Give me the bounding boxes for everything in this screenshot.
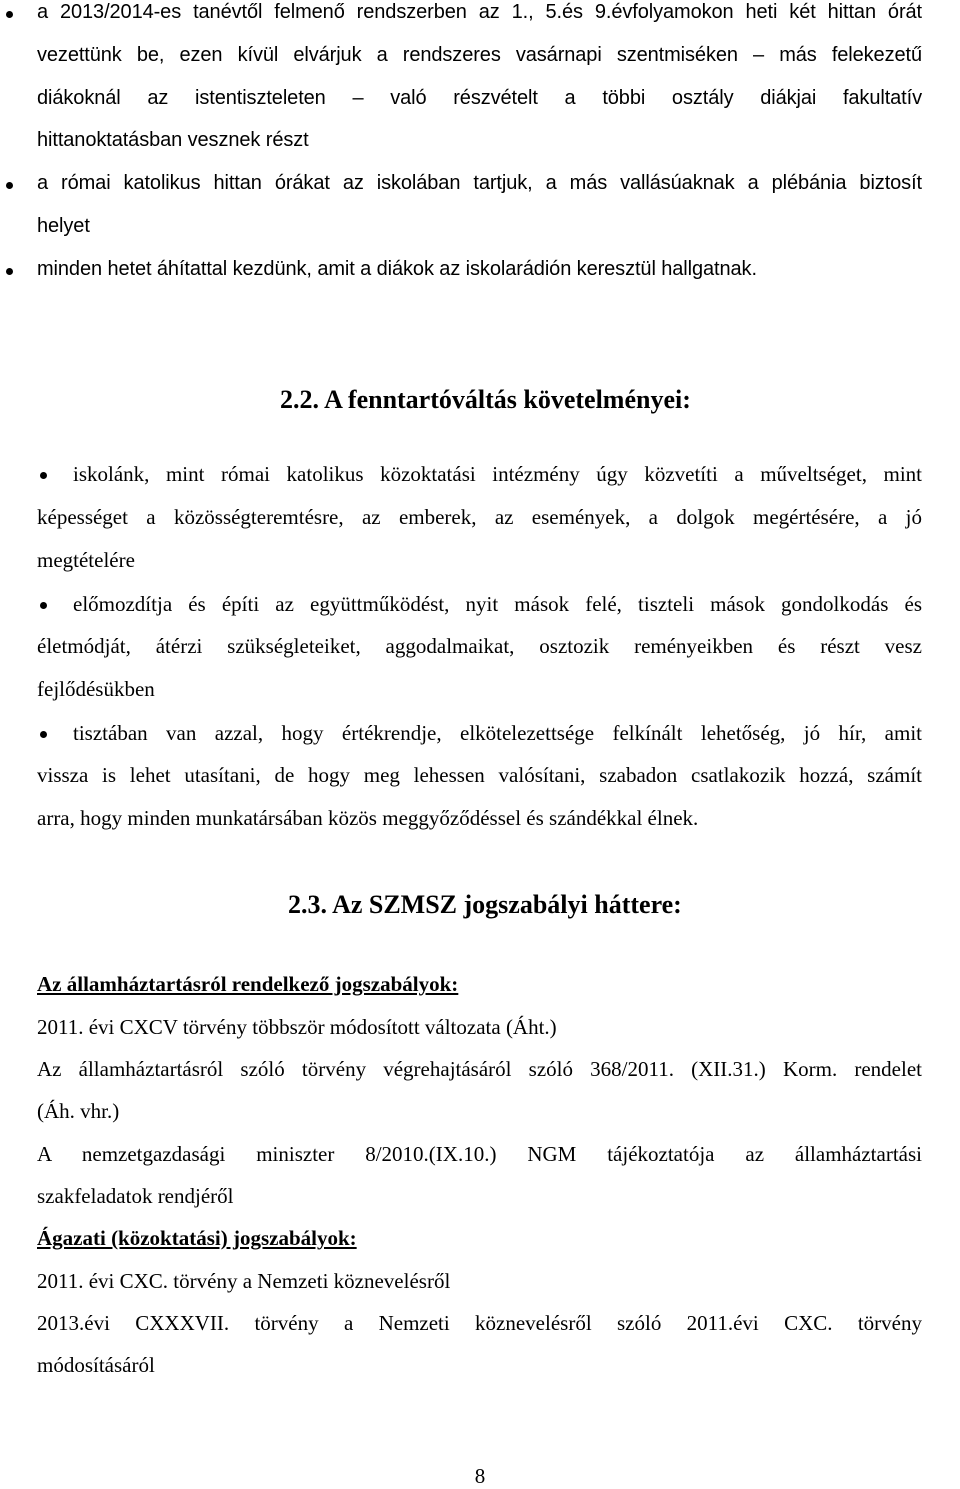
text-line: Az államháztartásról szóló törvény végrehajtásáról szóló 368/2011. (XII.31.) Korm. rendelet bbox=[37, 1057, 922, 1081]
text-line: szakfeladatok rendjéről bbox=[37, 1184, 234, 1208]
page-number: 8 bbox=[474, 1464, 486, 1488]
text-line: 2011. évi CXC. törvény a Nemzeti köznevelésről bbox=[37, 1269, 451, 1293]
text-line: fejlődésükben bbox=[37, 677, 155, 701]
text-line: iskolánk, mint római katolikus közoktatási intézmény úgy közvetíti a műveltséget, mint bbox=[73, 462, 922, 486]
text-line: arra, hogy minden munkatársában közös meggyőződéssel és szándékkal élnek. bbox=[37, 806, 699, 830]
text-line: vezettünk be, ezen kívül elvárjuk a rendszeres vasárnapi szentmiséken – más felekezetű bbox=[37, 44, 922, 66]
text-line: vissza is lehet utasítani, de hogy meg lehessen valósítani, szabadon csatlakozik hozzá, számít bbox=[37, 763, 922, 787]
section-heading-2-2: 2.2. A fenntartóváltás követelményei: bbox=[280, 385, 691, 414]
text-line: (Áh. vhr.) bbox=[37, 1099, 120, 1123]
subheading-education-law: Ágazati (közoktatási) jogszabályok: bbox=[37, 1226, 357, 1250]
text-line: 2011. évi CXCV törvény többször módosított változata (Áht.) bbox=[37, 1015, 557, 1039]
bullet-marker bbox=[40, 472, 47, 479]
text-line: helyet bbox=[37, 215, 90, 237]
bullet-marker bbox=[6, 268, 13, 275]
text-line: módosításáról bbox=[37, 1353, 155, 1377]
text-line: 2013.évi CXXXVII. törvény a Nemzeti köznevelésről szóló 2011.évi CXC. törvény bbox=[37, 1311, 922, 1335]
section-heading-2-3: 2.3. Az SZMSZ jogszabályi háttere: bbox=[288, 890, 682, 919]
text-line: hittanoktatásban vesznek részt bbox=[37, 129, 309, 151]
bullet-marker bbox=[40, 602, 47, 609]
bullet-marker bbox=[6, 182, 13, 189]
text-line: tisztában van azzal, hogy értékrendje, elkötelezettsége felkínált lehetőség, jó hír, amit bbox=[73, 721, 922, 745]
text-line: életmódját, átérzi szükségleteiket, aggodalmaikat, osztozik reményeikben és részt vesz bbox=[37, 634, 922, 658]
text-line: képességet a közösségteremtésre, az emberek, az események, a dolgok megértésére, a jó bbox=[37, 505, 922, 529]
text-line: előmozdítja és építi az együttműködést, nyit mások felé, tiszteli mások gondolkodás és bbox=[73, 592, 922, 616]
text-line: minden hetet áhítattal kezdünk, amit a diákok az iskolarádión keresztül hallgatnak. bbox=[37, 258, 757, 280]
text-line: a 2013/2014-es tanévtől felmenő rendszerben az 1., 5.és 9.évfolyamokon heti két hittan órát bbox=[37, 1, 922, 23]
text-line: A nemzetgazdasági miniszter 8/2010.(IX.10.) NGM tájékoztatója az államháztartási bbox=[37, 1142, 922, 1166]
text-line: megtételére bbox=[37, 548, 135, 572]
text-line: a római katolikus hittan órákat az iskolában tartjuk, a más vallásúaknak a plébánia biztosít bbox=[37, 172, 922, 194]
bullet-marker bbox=[6, 11, 13, 18]
subheading-public-finance: Az államháztartásról rendelkező jogszabályok: bbox=[37, 972, 459, 996]
bullet-marker bbox=[40, 731, 47, 738]
text-line: diákoknál az istentiszteleten – való részvételt a többi osztály diákjai fakultatív bbox=[37, 87, 922, 109]
